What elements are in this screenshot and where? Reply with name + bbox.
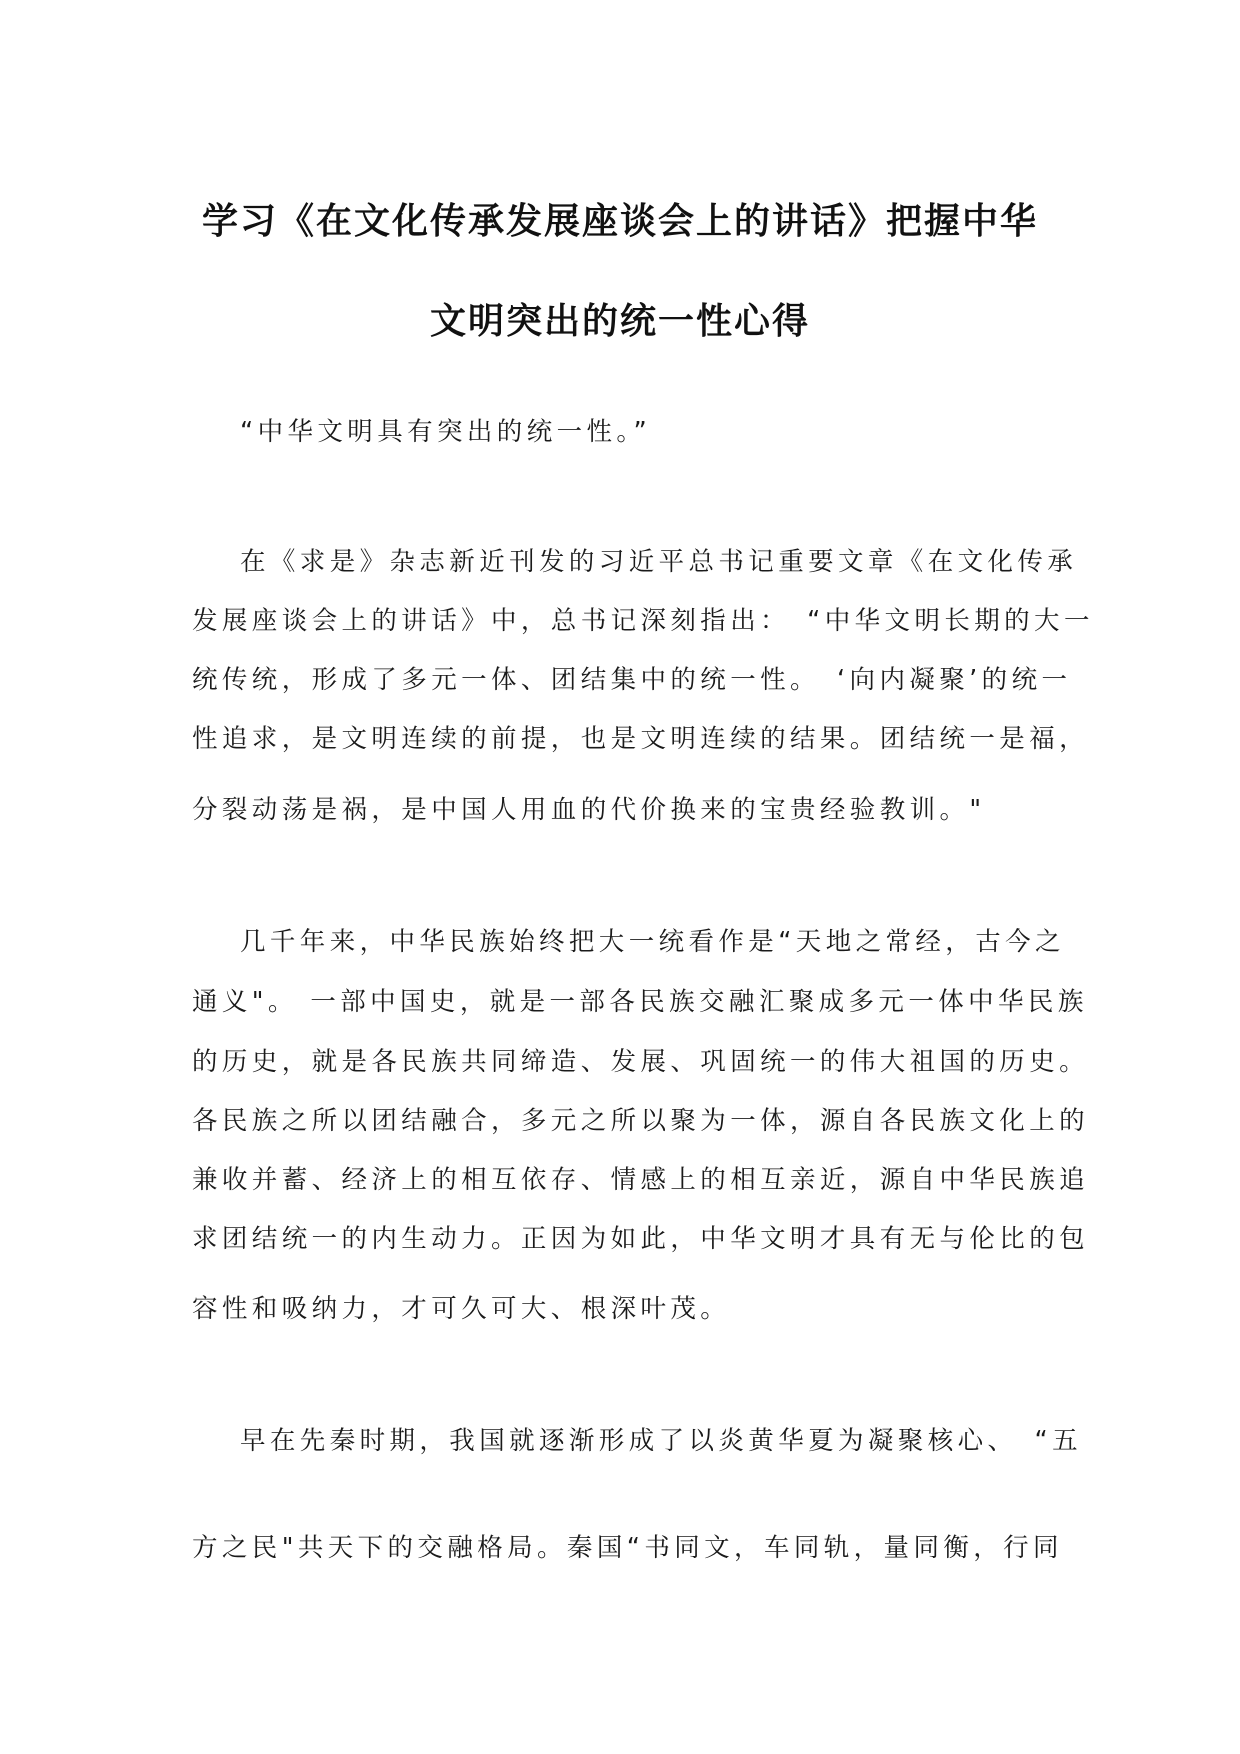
paragraph-line: 分裂动荡是祸，是中国人用血的代价换来的宝贵经验教训。" [192,795,986,825]
document-title-line-1: 学习《在文化传承发展座谈会上的讲话》把握中华 [201,201,1038,242]
paragraph-line: 的历史，就是各民族共同缔造、发展、巩固统一的伟大祖国的历史。 [192,1047,1090,1077]
paragraph-line: 方之民"共天下的交融格局。秦国“书同文，车同轨，量同衡，行同 [192,1533,1063,1563]
paragraph-line: 求团结统一的内生动力。正因为如此，中华文明才具有无与伦比的包 [192,1224,1090,1254]
paragraph-line: 早在先秦时期，我国就逐渐形成了以炎黄华夏为凝聚核心、 “五 [240,1426,1083,1456]
document-title-line-2: 文明突出的统一性心得 [429,301,810,342]
paragraph-line: 统传统，形成了多元一体、团结集中的统一性。 ‘向内凝聚’的统一 [192,665,1072,695]
paragraph-line: 性追求，是文明连续的前提，也是文明连续的结果。团结统一是福， [192,724,1090,754]
paragraph-line: 发展座谈会上的讲话》中，总书记深刻指出： “中华文明长期的大一 [192,606,1094,636]
paragraph-line: 在《求是》杂志新近刊发的习近平总书记重要文章《在文化传承 [240,547,1078,577]
quote-line: “中华文明具有突出的统一性。” [240,417,652,447]
paragraph-line: 兼收并蓄、经济上的相互依存、情感上的相互亲近，源自中华民族追 [192,1165,1090,1195]
paragraph-line: 容性和吸纳力，才可久可大、根深叶茂。 [192,1294,731,1324]
paragraph-line: 通义"。 一部中国史，就是一部各民族交融汇聚成多元一体中华民族 [192,987,1088,1017]
paragraph-line: 几千年来，中华民族始终把大一统看作是“天地之常经，古今之 [240,927,1065,957]
paragraph-line: 各民族之所以团结融合，多元之所以聚为一体，源自各民族文化上的 [192,1106,1090,1136]
